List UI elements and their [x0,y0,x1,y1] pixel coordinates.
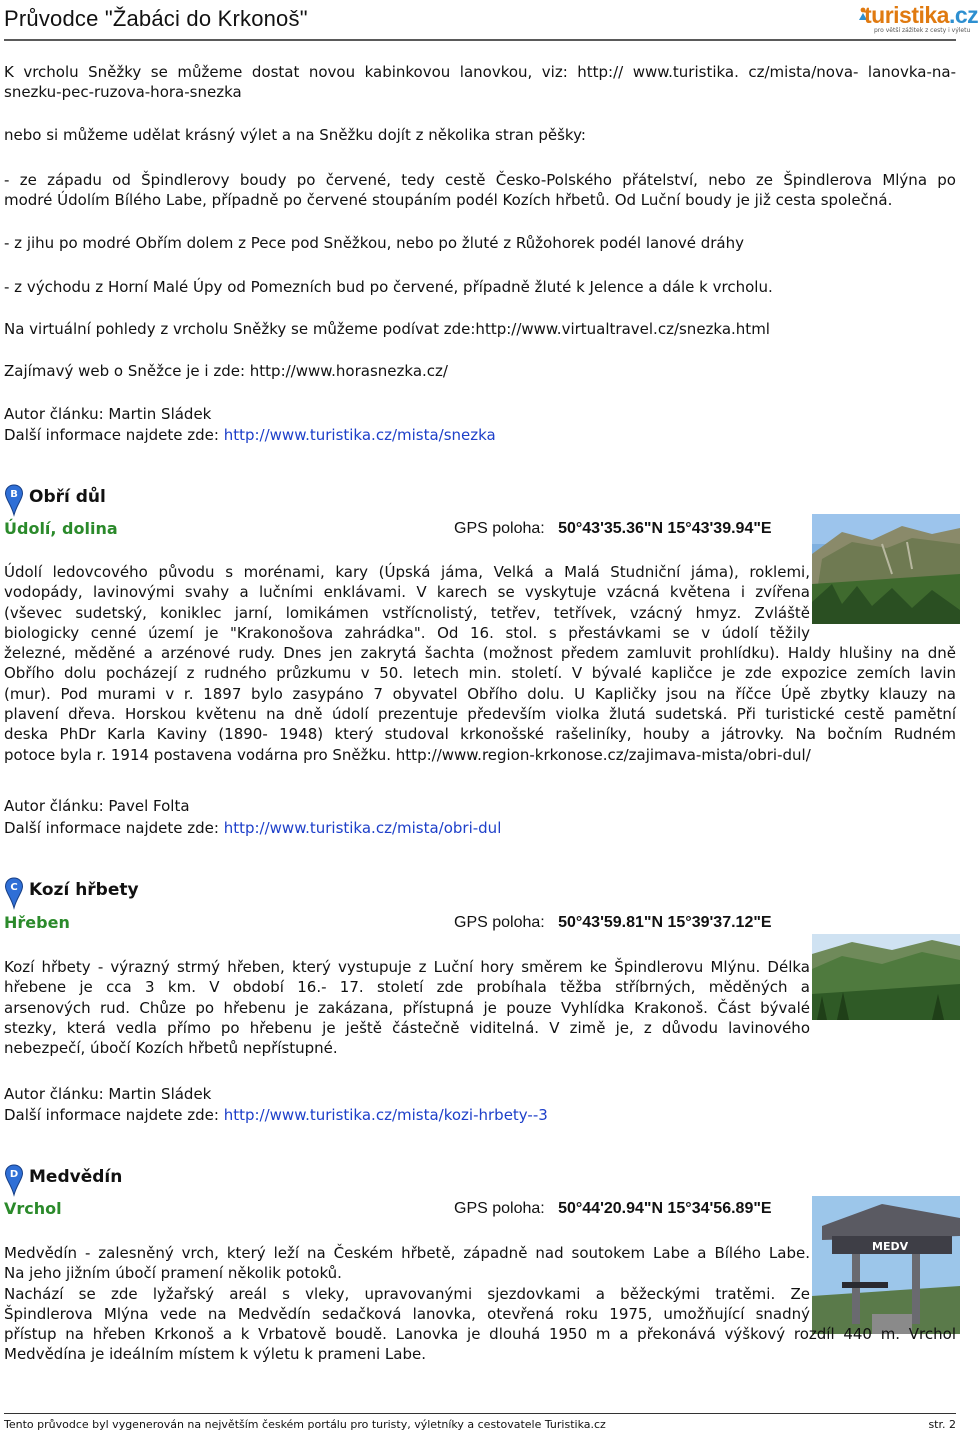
footer-divider [4,1413,956,1414]
obri-dul-more-link[interactable]: http://www.turistika.cz/mista/obri-dul [223,819,502,837]
header-divider [4,39,956,41]
map-pin-c-icon [4,877,24,909]
section-type: Údolí, dolina [4,519,118,538]
section-title: Kozí hřbety [29,880,139,900]
kozi-hrbety-more-info: Další informace najdete zde: http://www.turistika.cz/mista/kozi-hrbety--3 [4,1106,548,1124]
svg-text:D: D [9,1169,19,1180]
gps-position: GPS poloha: 50°43'59.81"N 15°39'37.12"E [454,914,772,931]
logo-tagline: pro větší zážitek z cesty i výletu [874,27,971,34]
svg-text:C: C [10,882,18,893]
map-pin-b-icon [4,484,24,516]
snezka-web-text: Zajímavý web o Sněžce je i zde: http://www.horasnezka.cz/ [4,362,448,380]
route-east: - z východu z Horní Malé Úpy od Pomezních bud po červené, případně žluté k Jelence a dále k vrcholu. [4,278,773,296]
gps-position: GPS poloha: 50°43'35.36"N 15°43'39.94"E [454,520,772,537]
section-title: Obří důl [29,487,106,507]
page-header [0,0,978,44]
gps-position: GPS poloha: 50°44'20.94"N 15°34'56.89"E [454,1200,772,1217]
intro-walk-text: nebo si můžeme udělat krásný výlet a na Sněžku dojít z několika stran pěšky: [4,126,586,144]
station-sign: MEDV [872,1240,909,1253]
logo-text: turistika.cz [864,2,978,28]
section-type: Vrchol [4,1199,62,1218]
section-title: Medvědín [29,1167,123,1187]
obri-dul-author: Autor článku: Pavel Folta [4,797,190,815]
obri-dul-more-info: Další informace najdete zde: http://www.turistika.cz/mista/obri-dul [4,819,502,837]
footer-text: Tento průvodce byl vygenerován na největším českém portálu pro turisty, výletníky a cestovatele Turistika.cz [4,1418,606,1431]
obri-dul-description: Údolí ledovcového původu s morénami, kary (Úpská jáma, Velká a Malá Studniční jáma), roklemi, vodopády, lavinovými svahy a lučními enklávami. V karech se vyskytuje vzácná květena i zvířena (vševec sudetský, koniklec jarní, lomikámen vstřícnolistý, tetřev, tetřívek, vzácný hmyz. Zvláště biologicky cenné území je "Krakonošova zahrádka". Od 16. stol. s přestávkami se v údolí těžily železné, měděné a arzénové rudy. Dnes jen zakrytá šachta (možnost předem zamluvit prohlídku). Haldy hlušiny na dně Obřího dolu pocházejí z rudného průzkumu v 50. letech min. století. V bývalé kapličce je zde expozice zemích lavin (mur). Pod murami v r. 1897 bylo zasypáno 7 obyvatel Obřího dolu. U Kapličky jsou na říčce Úpě zbytky klauzy na plavení dřeva. Horskou květenu na dně údolí prezentuje především violka žlutá sudetská. Při turistické cestě pamětní deska PhDr Karla Kaviny (1890- 1948) který studoval krkonošské rašeliníky, houby a játrovky. Na bočním Rudném potoce byla r. 1914 postavena vodárna pro Sněžku. http://www.region-krkonose.cz/zajimava-mista/obri-dul/ [4,563,956,764]
page-number: str. 2 [928,1418,956,1431]
turistika-logo[interactable] [856,2,978,38]
intro-paragraph: K vrcholu Sněžky se můžeme dostat novou kabinkovou lanovkou, viz: http:// www.turistika. cz/mista/nova- lanovka-na- snezku-pec-ruzova-hora-snezka [4,63,956,102]
intro-more-info: Další informace najdete zde: http://www.turistika.cz/mista/snezka [4,426,496,444]
page-title: Průvodce "Žabáci do Krkonoš" [4,6,308,31]
intro-more-link[interactable]: http://www.turistika.cz/mista/snezka [223,426,496,444]
kozi-hrbety-more-link[interactable]: http://www.turistika.cz/mista/kozi-hrbety--3 [223,1106,548,1124]
medvedin-description: Medvědín - zalesněný vrch, který leží na Českém hřbetě, západně nad soutokem Labe a Bílého Labe. Na jeho jižním úbočí pramení několik potoků. Nachází se zde lyžařský areál s vleky, upravovanými sjezdovkami a běžeckými tratěmi. Ze Špindlerova Mlýna vede na Medvědín sedačková lanovka, otevřená roku 1975, umožňující snadný přístup na hřeben Krkonoš a k Vrbatově boudě. Lanovka je dlouhá 1950 m a překonává výškový rozdíl 440 m. Vrchol Medvědína je ideálním místem k výletu k prameni Labe. [4,1244,956,1364]
svg-text:B: B [10,489,18,500]
section-type: Hřeben [4,913,70,932]
route-south: - z jihu po modré Obřím dolem z Pece pod Sněžkou, nebo po žluté z Růžohorek podél lanové dráhy [4,234,744,252]
intro-author: Autor článku: Martin Sládek [4,405,212,423]
route-west: - ze západu od Špindlerovy boudy po červené, tedy cestě Česko-Polského přátelství, nebo ze Špindlerova Mlýna po modré Údolím Bílého Labe, případně po červené stoupáním podél Kozích hřbetů. Od Luční boudy je již cesta společná. [4,171,956,210]
map-pin-d-icon [4,1164,24,1196]
kozi-hrbety-description: Kozí hřbety - výrazný strmý hřeben, který vystupuje z Luční hory směrem ke Špindlerovu Mlýnu. Délka hřebene je cca 3 km. V období 16.- 17. století zde probíhala těžba stříbrných, měděných a arsenových rud. Chůze po hřebenu je zakázana, přístupná je pouze Vyhlídka Krakonoš. Část bývalé stezky, která vedla přímo po hřebenu je ještě částečně viditelná. V zimě je, z důvodu lavinového nebezpečí, úbočí Kozích hřbetů nepřístupné. [4,958,810,1058]
virtual-tour-text: Na virtuální pohledy z vrcholu Sněžky se můžeme podívat zde:http://www.virtualtravel.cz/snezka.html [4,320,770,338]
kozi-hrbety-author: Autor článku: Martin Sládek [4,1085,212,1103]
